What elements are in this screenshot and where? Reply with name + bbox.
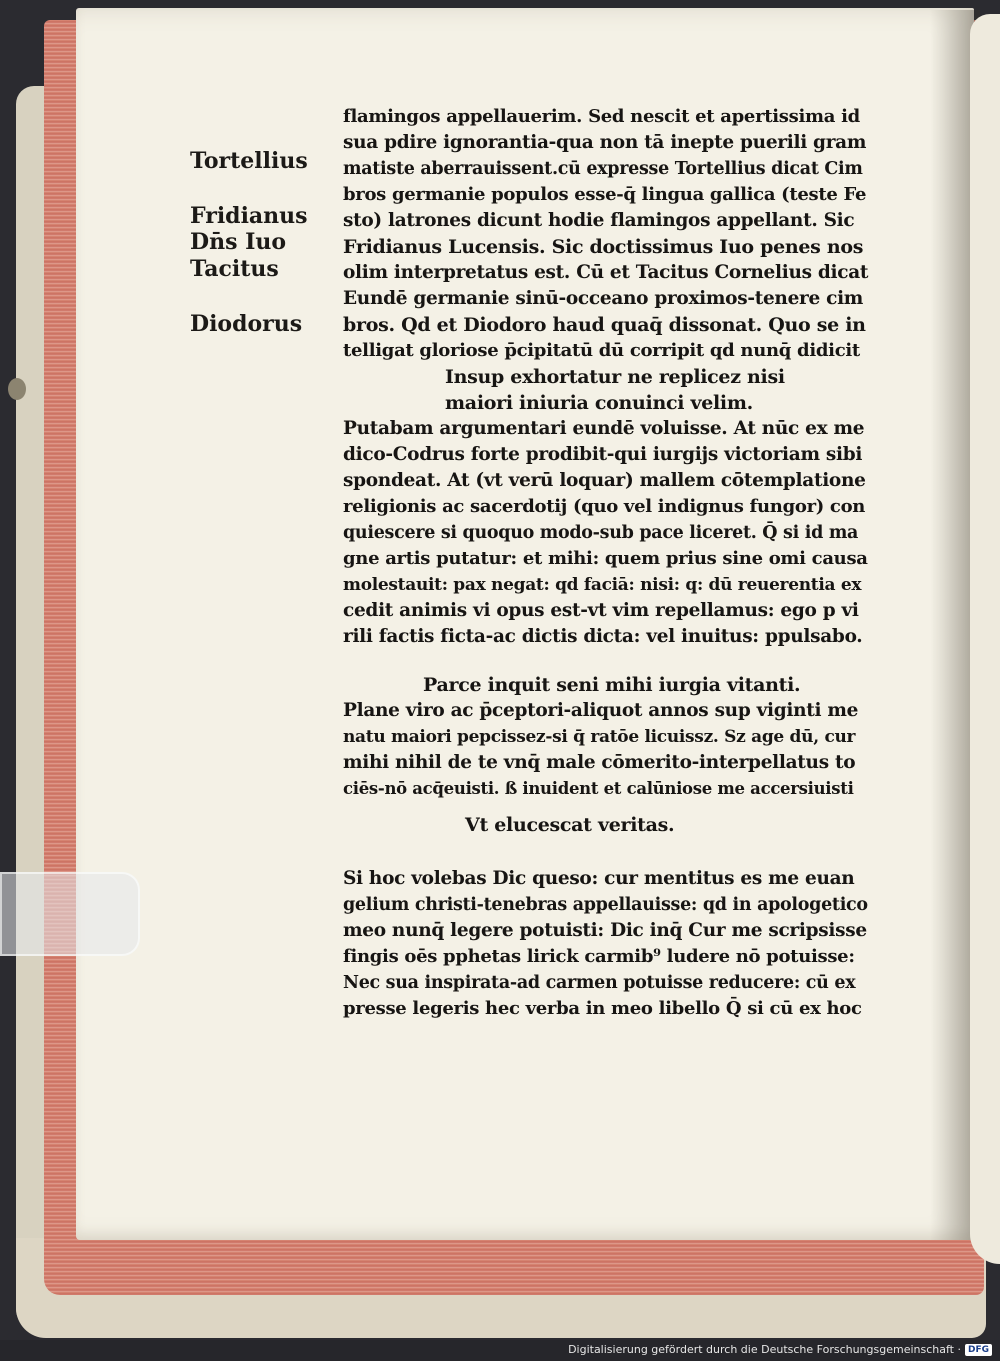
marginal-note: Diodorus [190,311,303,337]
section-heading: Parce inquit seni mihi iurgia vitanti. [423,674,801,696]
text-line: molestauit: pax negat: qd faciā: nisi: q: dū reuerentia ex [343,575,862,595]
text-line: meo nunq̄ legere potuisti: Dic inq̄ Cur me scripsisse [343,920,867,941]
dfg-logo-icon: DFG [965,1344,992,1356]
marginal-note: Dn̄s Iuo [190,229,287,255]
marginal-note: Tortellius [190,148,308,174]
text-line: bros germanie populos esse-q̄ lingua gallica (teste Fe [343,184,867,205]
section-heading: Insup exhortatur ne replicez nisi [445,366,785,388]
section-heading: Vt elucescat veritas. [465,814,675,836]
text-line: flamingos appellauerim. Sed nescit et apertissima id [343,106,860,127]
text-line: Fridianus Lucensis. Sic doctissimus Iuo penes nos [343,236,864,258]
text-line: rili factis ficta-ac dictis dicta: vel inuitus: ppulsabo. [343,626,863,647]
text-line: Eundē germanie sinū-occeano proximos-tenere cim [343,288,864,309]
text-line: Plane viro ac p̄ceptori-aliquot annos sup viginti me [343,700,859,721]
show-through-text [226,373,336,523]
clasp-icon [8,378,26,400]
text-line: natu maiori pepcissez-si q̄ ratōe licuissz. Sz age dū, cur [343,727,856,747]
text-line: Si hoc volebas Dic queso: cur mentitus es me euan [343,868,855,889]
page-clip [0,872,140,956]
text-line: religionis ac sacerdotij (quo vel indignus fungor) con [343,496,866,517]
text-line: mihi nihil de te vnq̄ male cōmerito-interpellatus to [343,752,856,773]
text-line: sua pdire ignorantia-qua non tā inepte puerili gram [343,132,867,153]
marginal-note: Fridianus [190,203,308,229]
text-line: cedit animis vi opus est-vt vim repellamus: ego p vi [343,600,859,621]
text-line: quiescere si quoquo modo-sub pace liceret. Q̄ si id ma [343,523,859,543]
facing-page-edge [970,14,1000,1264]
section-heading: maiori iniuria conuinci velim. [445,392,753,414]
text-line: Putabam argumentari eundē voluisse. At nūc ex me [343,418,865,439]
text-line: presse legeris hec verba in meo libello Q̄ si cū ex hoc [343,998,862,1019]
digitization-credit [568,1343,992,1356]
text-line: ciēs-nō acq̄euisti. ß inuident et calūniose me accersiuisti [343,779,854,798]
text-line: gne artis putatur: et mihi: quem prius sine omi causa [343,548,868,569]
text-line: Nec sua inspirata-ad carmen potuisse reducere: cū ex [343,973,856,993]
text-line: fingis oēs pphetas lirick carmib⁹ ludere nō potuisse: [343,946,855,967]
credit-text: Digitalisierung gefördert durch die Deutsche Forschungsgemeinschaft · [568,1343,961,1356]
marginal-note: Tacitus [190,256,279,282]
text-line: dico-Codrus forte prodibit-qui iurgijs victoriam sibi [343,444,863,465]
text-line: sto) latrones dicunt hodie flamingos appellant. Sic [343,210,855,231]
text-line: olim interpretatus est. Cū et Tacitus Cornelius dicat [343,262,869,283]
text-line: gelium christi-tenebras appellauisse: qd in apologetico [343,895,868,915]
text-line: spondeat. At (vt verū loquar) mallem cōtemplatione [343,470,866,491]
text-line: matiste aberrauissent.cū expresse Tortellius dicat Cim [343,159,863,179]
text-line: bros. Qd et Diodoro haud quaq̄ dissonat. Quo se in [343,314,866,336]
text-line: telligat gloriose p̄cipitatū dū corripit qd nunq̄ didicit [343,340,860,361]
